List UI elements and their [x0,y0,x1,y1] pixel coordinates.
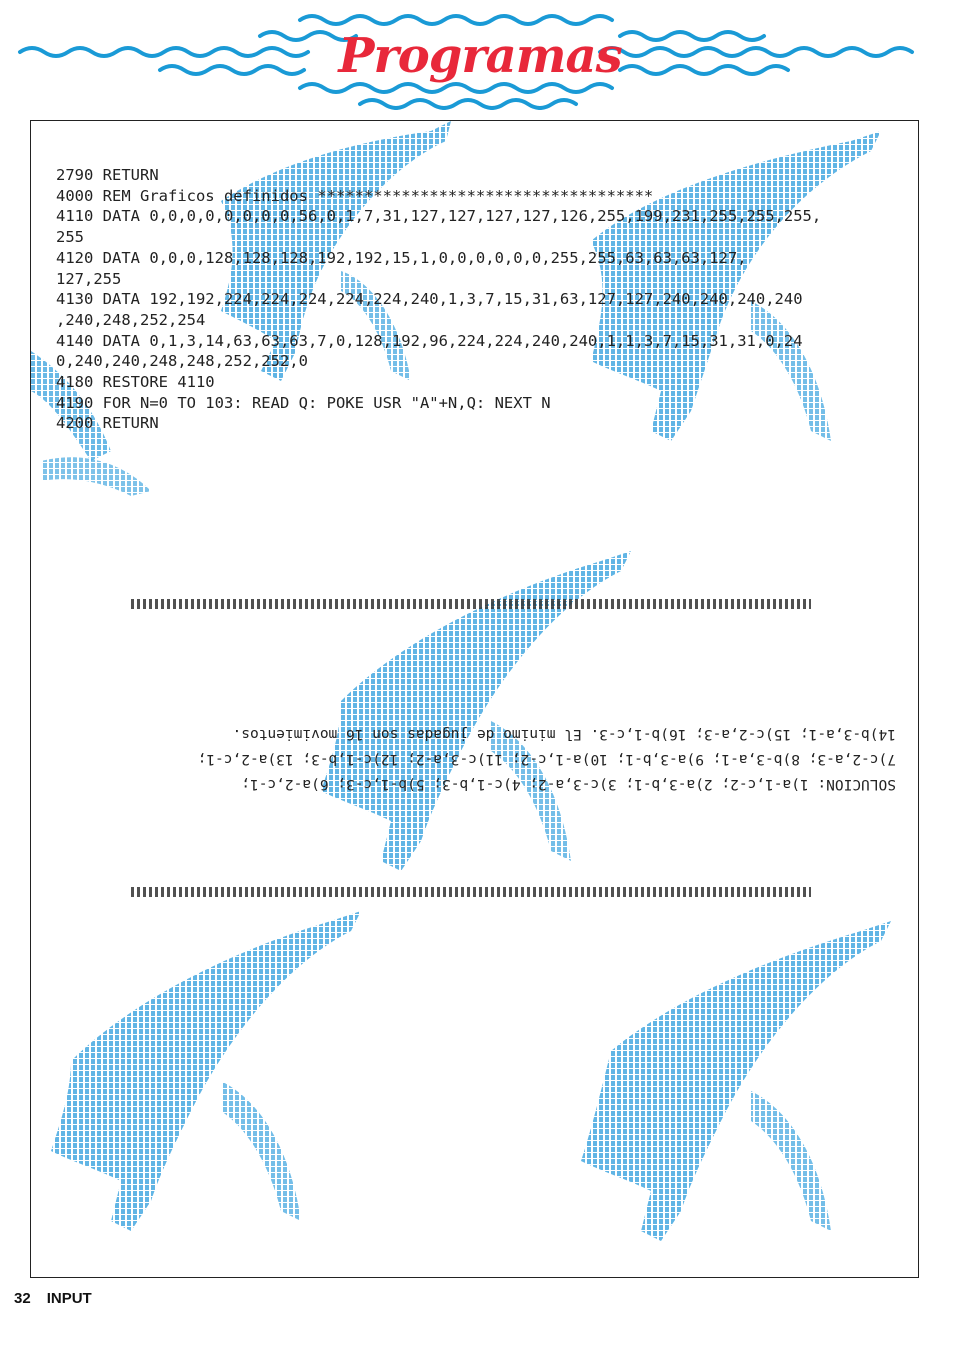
code-line: 4120 DATA 0,0,0,128,128,128,192,192,15,1,0,0,0,0,0,0,255,255,63,63,63,127, [56,248,747,267]
code-line: 4190 FOR N=0 TO 103: READ Q: POKE USR "A"+N,Q: NEXT N [56,393,551,412]
basic-code-listing [56,165,821,434]
page-header [0,0,969,110]
page-number: 32 [14,1290,31,1307]
code-line: 255 [56,228,84,247]
code-line: 4200 RETURN [56,414,159,433]
code-line: 4140 DATA 0,1,3,14,63,63,63,7,0,128,192,96,224,224,240,240,1,1,3,7,15,31,31,0,24 [56,331,803,350]
solution-line: SOLUCION: 1)a-1,c-2; 2)a-3,b-1; 3)c-3,a-2; 4)c-1,b-3; 5)b-1,c-3; 6)a-2,c-1; [241,776,896,792]
code-line: 2790 RETURN [56,166,159,184]
solution-line: 7)c-2,a-3; 8)b-3,a-1; 9)a-3,b-1; 10)a-1,c-2; 11)c-3,a-2; 12)c-1,b-3; 13)a-2,c-1; [197,751,896,767]
solution-text-upside-down [56,721,896,796]
page-title: Programas [338,28,622,84]
solution-line: 14)b-3,a-1; 15)c-2,a-3; 16)b-1,c-3. El minimo de jugadas son 16 movimientos. [232,726,896,742]
content-frame [30,120,919,1278]
code-line: 4130 DATA 192,192,224,224,224,224,224,240,1,3,7,15,31,63,127,127,240,240,240,240 [56,290,803,309]
code-line: 4180 RESTORE 4110 [56,373,215,392]
checkered-divider-bottom [131,887,811,897]
dolphin-icon [281,541,641,891]
code-line: 127,255 [56,269,122,288]
page-footer [14,1290,92,1310]
magazine-name: INPUT [46,1290,92,1307]
code-line: 0,240,240,248,248,252,252,0 [56,352,308,371]
checkered-divider-top [131,599,811,609]
dolphin-icon [551,901,911,1271]
dolphin-icon [31,891,391,1271]
code-line: 4110 DATA 0,0,0,0,0,0,0,0,56,0,1,7,31,127,127,127,127,126,255,199,231,255,255,255, [56,207,822,226]
code-line: ,240,248,252,254 [56,310,206,329]
code-line: 4000 REM Graficos definidos ************************************ [56,186,654,205]
